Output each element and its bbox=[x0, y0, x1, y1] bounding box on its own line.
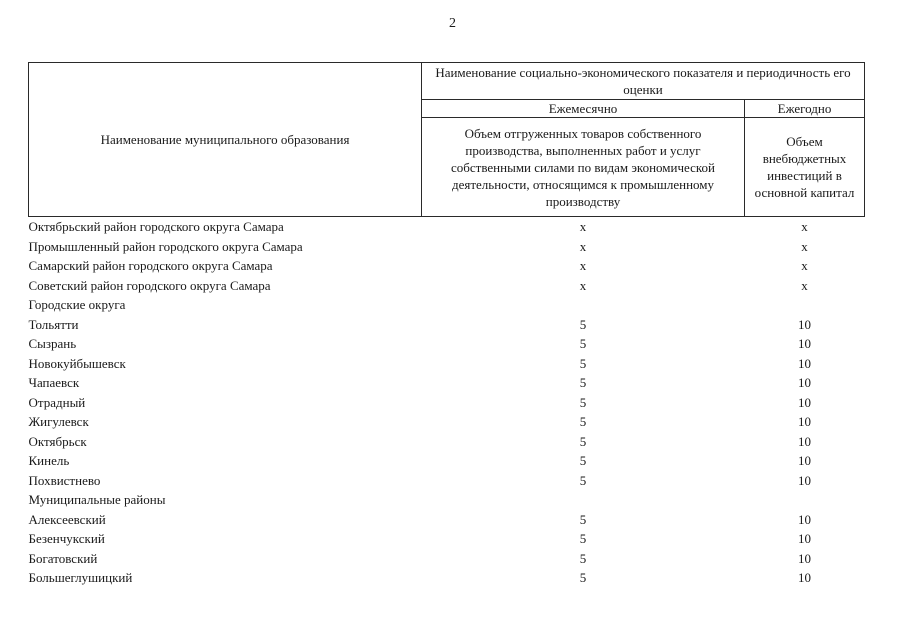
municipality-name-cell: Городские округа bbox=[28, 297, 126, 312]
yearly-value-cell: 10 bbox=[798, 336, 811, 351]
municipality-name-cell: Октябрьский район городского округа Самара bbox=[28, 219, 284, 234]
monthly-value-cell: 5 bbox=[579, 453, 587, 468]
monthly-period-header: Ежемесячно bbox=[422, 100, 745, 118]
yearly-value-cell: 10 bbox=[798, 453, 811, 468]
yearly-value-cell: x bbox=[801, 277, 808, 293]
table-row bbox=[29, 354, 865, 374]
yearly-value-cell bbox=[745, 490, 865, 510]
monthly-value-cell: 5 bbox=[579, 472, 587, 488]
yearly-value-cell: 10 bbox=[798, 511, 811, 527]
monthly-value-cell: x bbox=[579, 219, 587, 234]
table-row bbox=[29, 315, 865, 335]
monthly-value-cell: 5 bbox=[579, 355, 587, 371]
monthly-value-cell: 5 bbox=[579, 316, 587, 332]
monthly-value-cell: x bbox=[579, 238, 587, 254]
monthly-value-cell: 5 bbox=[579, 375, 587, 390]
page-number: 2 bbox=[449, 16, 456, 31]
monthly-value-cell: 5 bbox=[579, 394, 587, 410]
table-row bbox=[29, 393, 865, 413]
municipality-name-cell: Жигулевск bbox=[28, 414, 89, 429]
municipality-name-cell: Отрадный bbox=[28, 394, 86, 410]
table-row bbox=[29, 451, 865, 471]
yearly-value-cell: 10 bbox=[798, 394, 811, 410]
yearly-value-cell: 10 bbox=[798, 531, 811, 546]
yearly-value-cell bbox=[745, 295, 865, 315]
monthly-value-cell: 5 bbox=[579, 511, 587, 527]
monthly-value-cell: x bbox=[579, 258, 587, 273]
yearly-value-cell: x bbox=[801, 219, 808, 234]
municipality-name-cell: Самарский район городского округа Самара bbox=[28, 258, 273, 273]
municipality-name-cell: Тольятти bbox=[28, 316, 79, 332]
yearly-indicator-header: Объем внебюджетных инвестиций в основной капитал bbox=[745, 118, 865, 217]
monthly-value-cell: 5 bbox=[579, 550, 587, 566]
table-row bbox=[29, 432, 865, 452]
monthly-value-cell: 5 bbox=[579, 433, 587, 449]
yearly-value-cell: 10 bbox=[798, 414, 811, 429]
municipality-name-cell: Промышленный район городского округа Самара bbox=[28, 238, 303, 254]
indicators-table bbox=[28, 62, 865, 588]
municipality-name-cell: Советский район городского округа Самара bbox=[28, 277, 271, 293]
municipality-name-cell: Октябрьск bbox=[28, 433, 87, 449]
table-row bbox=[29, 256, 865, 276]
table-row bbox=[29, 237, 865, 257]
table-row bbox=[29, 412, 865, 432]
table-row bbox=[29, 295, 865, 315]
municipality-name-cell: Сызрань bbox=[28, 336, 77, 351]
monthly-value-cell: 5 bbox=[579, 414, 587, 429]
yearly-value-cell: 10 bbox=[798, 375, 811, 390]
municipality-column-header: Наименование муниципального образования bbox=[29, 63, 422, 217]
monthly-value-cell: 5 bbox=[579, 531, 587, 546]
municipality-name-cell: Большеглушицкий bbox=[28, 570, 133, 585]
yearly-value-cell: 10 bbox=[798, 550, 811, 566]
monthly-value-cell: x bbox=[579, 277, 587, 293]
monthly-value-cell bbox=[422, 295, 745, 315]
yearly-value-cell: 10 bbox=[798, 472, 811, 488]
table-row bbox=[29, 490, 865, 510]
yearly-period-header: Ежегодно bbox=[745, 100, 865, 118]
monthly-value-cell: 5 bbox=[579, 570, 587, 585]
yearly-value-cell: 10 bbox=[798, 355, 811, 371]
monthly-value-cell bbox=[422, 490, 745, 510]
table-row bbox=[29, 549, 865, 569]
monthly-value-cell: 5 bbox=[579, 336, 587, 351]
table-header bbox=[29, 63, 865, 217]
table-row bbox=[29, 217, 865, 237]
table-row bbox=[29, 373, 865, 393]
indicator-group-header: Наименование социально-экономического показателя и периодичность его оценки bbox=[422, 63, 865, 100]
table-row bbox=[29, 334, 865, 354]
municipality-name-cell: Чапаевск bbox=[28, 375, 80, 390]
yearly-value-cell: 10 bbox=[798, 316, 811, 332]
municipality-name-cell: Похвистнево bbox=[28, 472, 101, 488]
yearly-value-cell: 10 bbox=[798, 570, 811, 585]
yearly-value-cell: 10 bbox=[798, 433, 811, 449]
table-row bbox=[29, 510, 865, 530]
monthly-indicator-header: Объем отгруженных товаров собственного производства, выполненных работ и услуг собственными силами по видам экономической деятельности, относящимся к промышленному производству bbox=[422, 118, 745, 217]
municipality-name-cell: Богатовский bbox=[28, 550, 98, 566]
municipality-name-cell: Муниципальные районы bbox=[28, 492, 166, 507]
municipality-name-cell: Алексеевский bbox=[28, 511, 106, 527]
yearly-value-cell: x bbox=[801, 258, 808, 273]
table-body bbox=[29, 217, 865, 588]
municipality-name-cell: Безенчукский bbox=[28, 531, 105, 546]
table-row bbox=[29, 471, 865, 491]
table-row bbox=[29, 568, 865, 588]
municipality-name-cell: Новокуйбышевск bbox=[28, 355, 126, 371]
table-row bbox=[29, 529, 865, 549]
municipality-name-cell: Кинель bbox=[28, 453, 70, 468]
table-row bbox=[29, 276, 865, 296]
yearly-value-cell: x bbox=[801, 238, 808, 254]
